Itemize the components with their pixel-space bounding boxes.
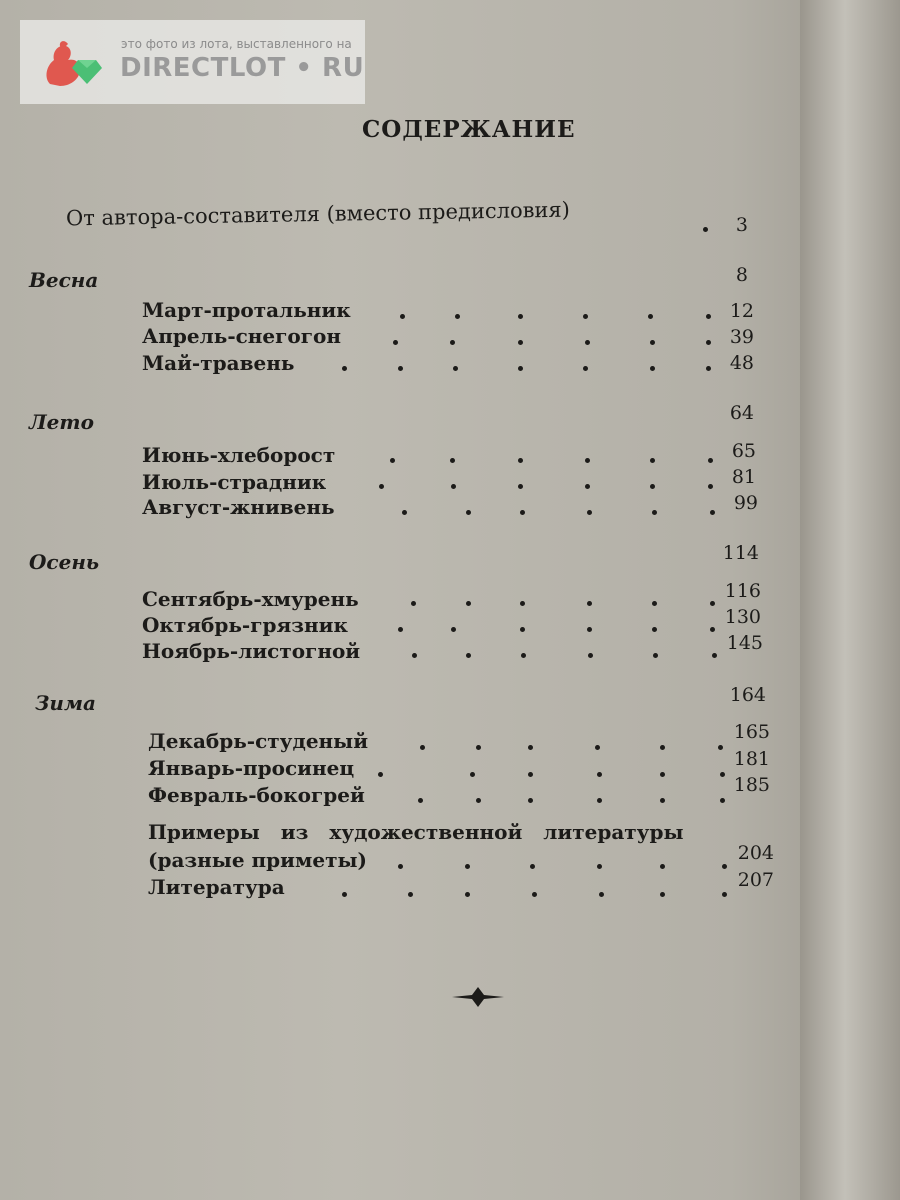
toc-section-autumn-page: 114: [722, 542, 759, 564]
toc-entry: Ноябрь-листогной: [142, 639, 361, 663]
leader-dot: [710, 627, 715, 632]
leader-dot: [597, 772, 602, 777]
leader-dot: [648, 314, 653, 319]
leader-dot: [400, 314, 405, 319]
leader-dot: [532, 892, 537, 897]
toc-section-summer: Лето: [29, 410, 94, 434]
toc-entry-page: 99: [733, 492, 758, 514]
leader-dot: [660, 798, 665, 803]
leader-dot: [708, 458, 713, 463]
leader-dot: [708, 484, 713, 489]
toc-entry: Сентябрь-хмурень: [142, 587, 359, 611]
leader-dot: [652, 510, 657, 515]
leader-dot: [520, 627, 525, 632]
leader-dot: [518, 366, 523, 371]
leader-dot: [528, 798, 533, 803]
watermark-brand: DIRECTLOT • RU: [120, 53, 365, 83]
leader-dot: [706, 314, 711, 319]
leader-dot: [587, 627, 592, 632]
toc-entry: Июль-страдник: [142, 470, 327, 494]
toc-title: СОДЕРЖАНИЕ: [362, 116, 576, 143]
toc-entry: Апрель-снегогон: [142, 324, 341, 348]
toc-entry-page: 185: [733, 774, 770, 796]
leader-dot: [518, 340, 523, 345]
leader-dot: [718, 745, 723, 750]
watermark: [20, 20, 365, 104]
leader-dot: [588, 653, 593, 658]
leader-dot: [597, 798, 602, 803]
toc-entry: Март-протальник: [142, 298, 351, 322]
leader-dot: [450, 340, 455, 345]
toc-entry: Октябрь-грязник: [142, 613, 348, 637]
leader-dot: [379, 484, 384, 489]
toc-entry-page: 48: [729, 352, 754, 374]
toc-entry-page: 181: [733, 748, 770, 770]
leader-dot: [652, 601, 657, 606]
leader-dot: [597, 864, 602, 869]
leader-dot: [378, 772, 383, 777]
toc-entry-page: 65: [731, 440, 756, 462]
leader-dot: [518, 484, 523, 489]
toc-entry-page: 12: [729, 300, 754, 322]
toc-section-autumn: Осень: [29, 550, 100, 574]
leader-dot: [722, 892, 727, 897]
toc-intro-title: От автора-составителя (вместо предисловия): [65, 197, 571, 231]
leader-dot: [451, 627, 456, 632]
leader-dot: [660, 745, 665, 750]
leader-dot: [470, 772, 475, 777]
toc-section-winter: Зима: [35, 691, 96, 715]
leader-dot: [476, 745, 481, 750]
toc-section-winter-page: 164: [729, 684, 766, 706]
leader-dot: [393, 340, 398, 345]
leader-dot: [518, 314, 523, 319]
leader-dot: [653, 653, 658, 658]
leader-dot: [650, 458, 655, 463]
leader-dot: [420, 745, 425, 750]
leader-dot: [587, 601, 592, 606]
toc-entry-page: 204: [737, 842, 774, 864]
leader-dot: [587, 510, 592, 515]
leader-dot: [411, 601, 416, 606]
leader-dot: [466, 601, 471, 606]
leader-dot: [599, 892, 604, 897]
leader-dot: [660, 864, 665, 869]
leader-dot: [595, 745, 600, 750]
leader-dot: [402, 510, 407, 515]
leader-dot: [342, 892, 347, 897]
leader-dot: [398, 864, 403, 869]
toc-section-spring: Весна: [29, 268, 99, 292]
ornament-icon: [450, 985, 506, 1009]
toc-entry: Август-жнивень: [142, 495, 335, 519]
leader-dot: [722, 864, 727, 869]
leader-dot: [710, 601, 715, 606]
toc-entry-page: 116: [724, 580, 761, 602]
leader-dot: [476, 798, 481, 803]
leader-dot: [466, 653, 471, 658]
leader-dot: [518, 458, 523, 463]
leader-dot: [660, 772, 665, 777]
leader-dot: [528, 745, 533, 750]
leader-dot: [465, 892, 470, 897]
leader-dot: [451, 484, 456, 489]
leader-dot: [412, 653, 417, 658]
leader-dot: [652, 627, 657, 632]
squirrel-gem-logo-icon: [42, 38, 108, 90]
leader-dot: [390, 458, 395, 463]
leader-dot: [585, 458, 590, 463]
leader-dot: [585, 484, 590, 489]
leader-dot: [706, 366, 711, 371]
leader-dot: [342, 366, 347, 371]
leader-dot: [650, 484, 655, 489]
toc-entry-page: 165: [733, 721, 770, 743]
leader-dot: [465, 864, 470, 869]
leader-dot: [520, 601, 525, 606]
page-edge: [800, 0, 900, 1200]
leader-dot: [528, 772, 533, 777]
leader-dot: [408, 892, 413, 897]
toc-entry: Литература: [148, 875, 285, 899]
toc-entry-page: 39: [729, 326, 754, 348]
toc-section-spring-page: 8: [735, 264, 748, 286]
toc-section-summer-page: 64: [729, 402, 754, 424]
toc-entry: Май-травень: [142, 351, 295, 375]
leader-dot: [720, 772, 725, 777]
toc-entry: Декабрь-студеный: [148, 729, 369, 753]
leader-dot: [583, 366, 588, 371]
leader-dot: [466, 510, 471, 515]
leader-dot: [650, 366, 655, 371]
toc-entry: Примеры из художественной литературы: [148, 820, 684, 844]
leader-dot: [650, 340, 655, 345]
toc-entry-page: 130: [724, 606, 761, 628]
leader-dot: [418, 798, 423, 803]
leader-dot: [712, 653, 717, 658]
watermark-caption: это фото из лота, выставленного на: [121, 37, 352, 51]
leader-dot: [530, 864, 535, 869]
toc-entry-page: 81: [731, 466, 756, 488]
leader-dot: [720, 798, 725, 803]
leader-dot: [710, 510, 715, 515]
leader-dot: [520, 510, 525, 515]
leader-dot: [706, 340, 711, 345]
toc-entry-page: 207: [737, 869, 774, 891]
toc-entry: (разные приметы): [148, 848, 368, 872]
toc-entry: Февраль-бокогрей: [148, 783, 365, 807]
leader-dot: [521, 653, 526, 658]
leader-dot: [455, 314, 460, 319]
leader-dot: [398, 627, 403, 632]
leader-dot: [660, 892, 665, 897]
toc-entry: Июнь-хлеборост: [142, 443, 336, 467]
leader-dot: [583, 314, 588, 319]
toc-entry: Январь-просинец: [148, 756, 355, 780]
leader-dot: [453, 366, 458, 371]
toc-entry-page: 145: [726, 632, 763, 654]
leader-dot: [585, 340, 590, 345]
leader-dot: [450, 458, 455, 463]
leader-dot: [398, 366, 403, 371]
toc-intro-page: 3: [735, 214, 748, 236]
